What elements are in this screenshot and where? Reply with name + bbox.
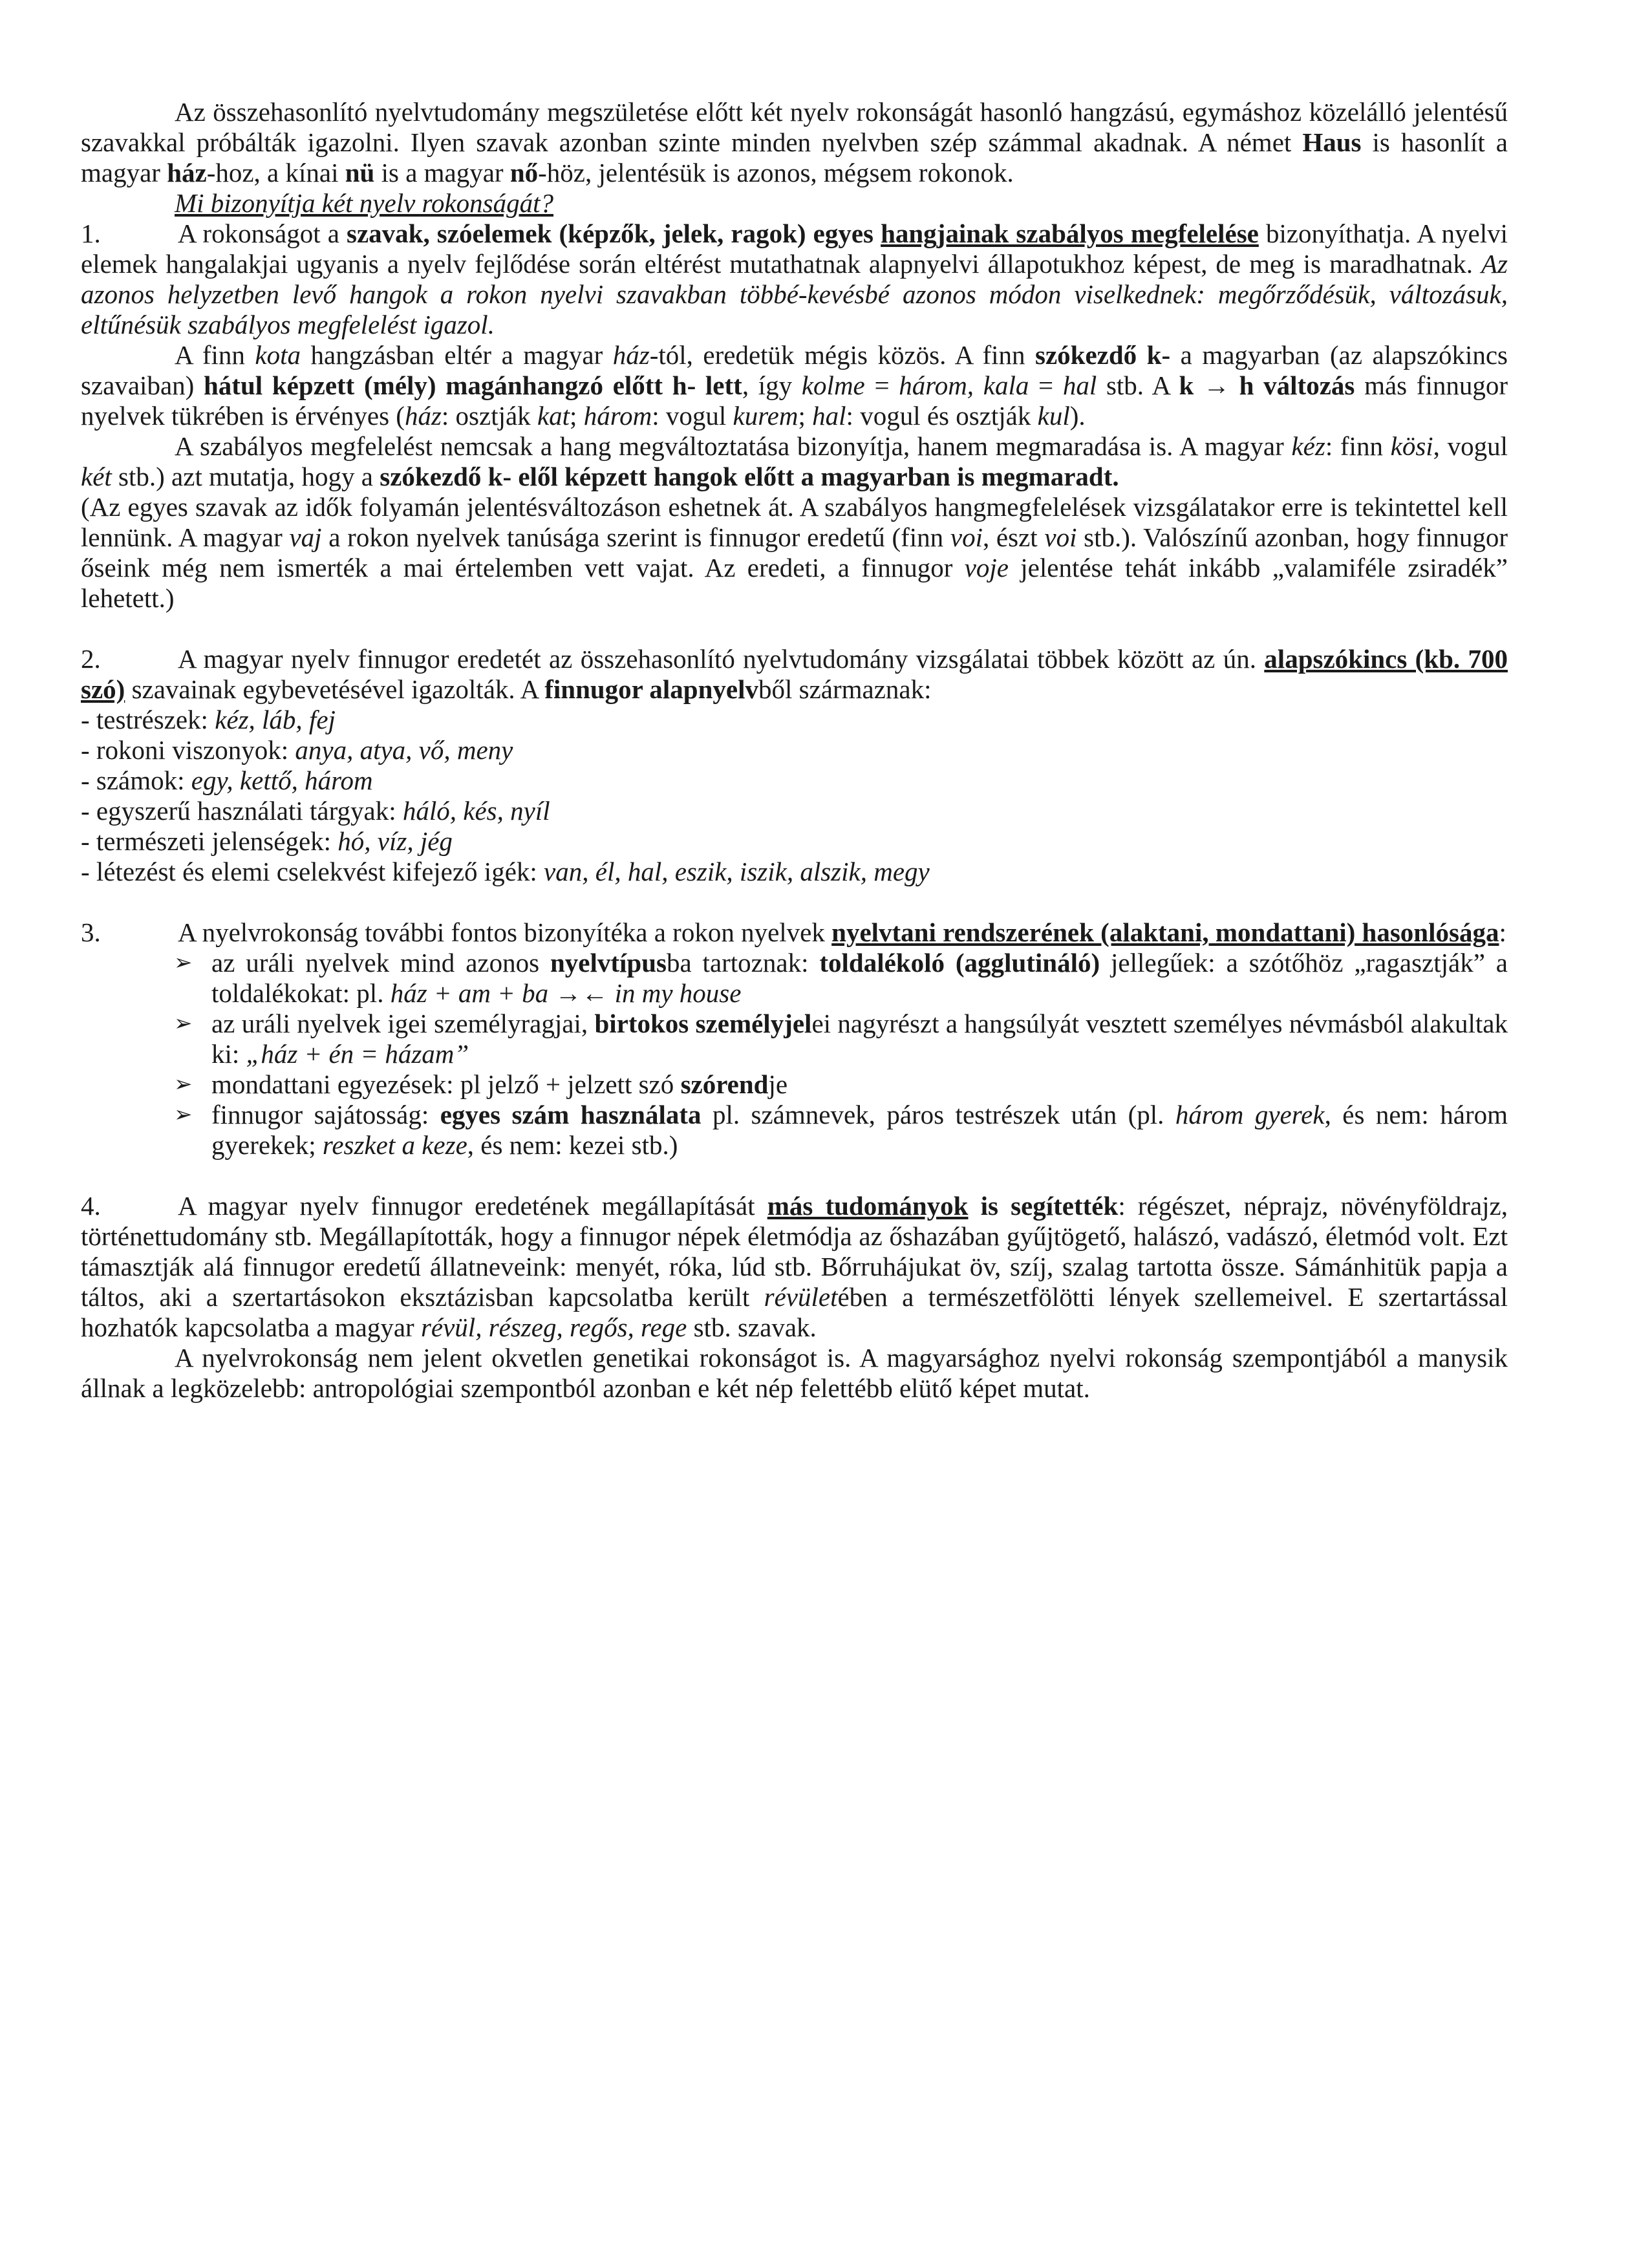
text-run: birtokos személyjel	[594, 1009, 812, 1038]
text-run: bizonyíthatja. A nyelvi elemek hangalakjai ugyanis a nyelv fejlődése során eltérést mutathatnak alapnyelvi állapotukhoz képest, de meg is maradhatnak.	[81, 219, 1508, 279]
text-run: ház	[612, 340, 650, 370]
spacer	[81, 614, 1508, 644]
text-run: : finn	[1325, 431, 1391, 461]
bullet-item	[174, 948, 1508, 1009]
text-run: ei nagyrészt a hangsúlyát vesztett személyes névmásból alakultak ki:	[211, 1009, 1508, 1069]
text-run: , így	[742, 370, 802, 400]
text-run: szórend	[680, 1069, 769, 1099]
text-run: voi	[950, 522, 983, 552]
grammar-bullet-list	[81, 948, 1508, 1161]
text-run: ba tartoznak:	[666, 948, 820, 978]
text-run: : régészet, néprajz, növényföldrajz, történettudomány stb. Megállapították, hogy a finnugor népek életmódja az őshazában gyűjtögető, halászó, vadászó, életmód volt. Ezt támasztják alá finnugor eredetű állatneveink: menyét, róka, lúd stb. Bőrruhájukat öv, szíj, szalag tartotta össze. Sámánhitük papja a táltos, aki a szertartásokon eksztázisban kapcsolatba került	[81, 1191, 1508, 1312]
list-item	[81, 765, 1508, 796]
text-run: kéz, láb, fej	[215, 705, 336, 734]
bullet-item	[174, 1009, 1508, 1069]
text-run: finnugor alapnyelv	[544, 674, 758, 704]
text-run: je	[768, 1069, 788, 1099]
text-run: háló, kés, nyíl	[402, 796, 550, 826]
text-run: ház	[167, 158, 207, 187]
text-run: nyelvtani rendszerének (alaktani, mondattani) hasonlósága	[831, 917, 1499, 947]
text-run: jelentése tehát inkább „valamiféle zsiradék” lehetett.)	[81, 553, 1508, 613]
text-run: ;	[570, 401, 584, 431]
text-run: anya, atya, vő, meny	[295, 735, 513, 765]
text-run: A magyar nyelv finnugor eredetét az összehasonlító nyelvtudomány vizsgálatai többek között az ún.	[178, 644, 1265, 674]
arrow-bullet-icon: ➢	[174, 1011, 193, 1036]
text-run: voi	[1044, 522, 1077, 552]
text-run: A magyar nyelv finnugor eredetének megállapítását	[178, 1191, 767, 1221]
text-run: szavak, szóelemek (képzők, jelek, ragok)	[347, 219, 806, 248]
text-run: : vogul	[652, 401, 733, 431]
text-run: egy, kettő, három	[191, 765, 373, 795]
section-4-number: 4.	[81, 1191, 101, 1221]
arrow-bullet-icon: ➢	[174, 1071, 193, 1097]
text-run: hal	[812, 401, 846, 431]
text-run: A finn	[175, 340, 255, 370]
text-run: hangjainak szabályos megfelelése	[881, 219, 1259, 248]
vocabulary-list	[81, 705, 1508, 887]
text-run: kurem	[733, 401, 798, 431]
question-heading	[81, 188, 1508, 219]
text-run: finnugor sajátosság:	[211, 1100, 440, 1129]
text-run: az uráli nyelvek mind azonos	[211, 948, 550, 978]
text-run: szavainak egybevetésével igazolták. A	[125, 674, 545, 704]
text-run: pl. számnevek, páros testrészek után (pl.	[701, 1100, 1175, 1129]
text-run: : osztják	[441, 401, 537, 431]
text-run: Az összehasonlító nyelvtudomány megszületése előtt két nyelv rokonságát hasonló hangzású, egymáshoz közelálló jelentésű szavakkal próbálták igazolni. Ilyen szavak azonban szinte minden nyelvben szép számmal akadnak. A német	[81, 97, 1508, 157]
text-run: három	[583, 401, 652, 431]
text-run: hó, víz, jég	[338, 826, 453, 856]
text-run: =	[1029, 370, 1063, 400]
spacer	[81, 1161, 1508, 1191]
text-run: hal	[1062, 370, 1097, 400]
text-run: ;	[798, 401, 813, 431]
text-run: egyes szám használata	[440, 1100, 702, 1129]
text-run: - rokoni viszonyok:	[81, 735, 295, 765]
text-run: „ház + én = házam”	[246, 1039, 469, 1069]
text-run: - testrészek:	[81, 705, 215, 734]
text-run: ében a természetfölötti lények szellemeivel. E szertartással hozhatók kapcsolatba a magyar	[81, 1282, 1508, 1342]
text-run: is segítették	[980, 1191, 1119, 1221]
text-run: szókezdő k- elől képzett hangok előtt a magyarban is megmaradt.	[380, 462, 1119, 491]
list-item	[81, 857, 1508, 887]
text-run: nyelvtípus	[550, 948, 667, 978]
text-run: -tól, eredetük mégis közös. A finn	[649, 340, 1036, 370]
text-run: a magyarban (az alapszókincs szavaiban)	[81, 340, 1508, 400]
text-run: kolme	[801, 370, 865, 400]
text-run: reszket a keze	[322, 1130, 467, 1160]
text-run: stb. A	[1097, 370, 1179, 400]
text-run: nü	[345, 158, 375, 187]
spacer	[81, 887, 1508, 917]
section-1-number: 1.	[81, 219, 101, 248]
text-run: kota	[255, 340, 301, 370]
section-1-paragraph-2	[81, 340, 1508, 431]
text-run: , és nem: három gyerekek;	[211, 1100, 1508, 1160]
text-run: stb.) azt mutatja, hogy a	[111, 462, 380, 491]
section-4-paragraph-1	[81, 1191, 1508, 1343]
text-run: - egyszerű használati tárgyak:	[81, 796, 403, 826]
text-run	[873, 219, 881, 248]
section-1-paragraph-1	[81, 219, 1508, 340]
text-run: hangzásban eltér a magyar	[301, 340, 613, 370]
text-run: Haus	[1302, 127, 1362, 157]
section-1-text	[81, 219, 1508, 339]
text-run: más finnugor nyelvek tükrében is érvényes (	[81, 370, 1508, 431]
text-run: is hasonlít a magyar	[81, 127, 1508, 187]
section-2-number: 2.	[81, 644, 101, 674]
list-item	[81, 735, 1508, 765]
text-run: alapszókincs (kb. 700 szó)	[81, 644, 1508, 704]
text-run: más tudományok	[767, 1191, 969, 1221]
text-run: révület	[764, 1282, 838, 1312]
list-item	[81, 705, 1508, 735]
text-run: jellegűek: a szótőhöz „ragasztják” a toldalékokat: pl.	[211, 948, 1508, 1008]
text-run: , vogul	[1433, 431, 1508, 461]
section-1-paragraph-4	[81, 492, 1508, 614]
section-3-paragraph-1	[81, 917, 1508, 948]
text-run: három, kala	[899, 370, 1029, 400]
text-run: , észt	[982, 522, 1045, 552]
text-run	[968, 1191, 980, 1221]
text-run: hátul képzett (mély) magánhangzó előtt h- lett	[203, 370, 742, 400]
text-run: kéz	[1291, 431, 1325, 461]
text-run: =	[864, 370, 899, 400]
text-run: ).	[1069, 401, 1086, 431]
text-run: az uráli nyelvek igei személyragjai,	[211, 1009, 595, 1038]
text-run: voje	[964, 553, 1009, 583]
text-run: ház + am + ba →← in my house	[390, 978, 742, 1008]
list-item	[81, 826, 1508, 857]
text-run: :	[1499, 917, 1506, 947]
text-run: stb. szavak.	[687, 1312, 817, 1342]
text-run: A szabályos megfelelést nemcsak a hang megváltoztatása bizonyítja, hanem megmaradása is. A magyar	[175, 431, 1292, 461]
intro-paragraph	[81, 97, 1508, 188]
list-item	[81, 796, 1508, 826]
text-run: (Az egyes szavak az idők folyamán jelentésváltozáson eshetnek át. A szabályos hangmegfelelések vizsgálatakor erre is tekintettel kell lennünk. A magyar	[81, 492, 1508, 552]
text-run: ház	[404, 401, 442, 431]
text-run: , és nem: kezei stb.)	[467, 1130, 678, 1160]
arrow-bullet-icon: ➢	[174, 950, 193, 976]
bullet-item	[174, 1069, 1508, 1100]
text-run: kul	[1037, 401, 1070, 431]
section-2-text	[81, 644, 1508, 704]
text-run: két	[81, 462, 112, 491]
text-run: nő	[509, 158, 539, 187]
text-run: -höz, jelentésük is azonos, mégsem rokonok.	[538, 158, 1014, 187]
section-1-paragraph-3	[81, 431, 1508, 492]
text-run: a rokon nyelvek tanúsága szerint is finnugor eredetű (finn	[321, 522, 950, 552]
text-run: egyes	[813, 219, 873, 248]
text-run: - létezést és elemi cselekvést kifejező igék:	[81, 857, 544, 886]
text-run: kat	[537, 401, 570, 431]
bullet-item	[174, 1100, 1508, 1161]
text-run: toldalékoló (agglutináló)	[819, 948, 1100, 978]
text-run: - természeti jelenségek:	[81, 826, 338, 856]
text-run: három gyerek	[1175, 1100, 1325, 1129]
text-run: A rokonságot a	[178, 219, 347, 248]
text-run: Az azonos helyzetben levő hangok a rokon nyelvi szavakban többé-kevésbé azonos módon viselkednek: megőrződésük, változásuk, eltűnésük szabályos megfelelést igazol.	[81, 249, 1508, 339]
text-run: is a magyar	[374, 158, 510, 187]
section-4-paragraph-2	[81, 1343, 1508, 1404]
arrow-bullet-icon: ➢	[174, 1102, 193, 1128]
text-run: -hoz, a kínai	[206, 158, 345, 187]
text-run	[806, 219, 813, 248]
question-text: Mi bizonyítja két nyelv rokonságát?	[175, 188, 554, 218]
section-4-text	[81, 1191, 1508, 1342]
text-run: : vogul és osztják	[846, 401, 1038, 431]
text-run: vaj	[289, 522, 322, 552]
text-run: A nyelvrokonság további fontos bizonyítéka a rokon nyelvek	[178, 917, 832, 947]
text-run: ből származnak:	[758, 674, 932, 704]
text-run: mondattani egyezések: pl jelző + jelzett szó	[211, 1069, 681, 1099]
text-run: k → h változás	[1179, 370, 1355, 400]
section-2-paragraph-1	[81, 644, 1508, 705]
text-run: van, él, hal, eszik, iszik, alszik, megy	[544, 857, 930, 886]
text-run: szókezdő k-	[1035, 340, 1171, 370]
text-run: stb.). Valószínű azonban, hogy finnugor őseink még nem ismerték a mai értelemben vett vajat. Az eredeti, a finnugor	[81, 522, 1508, 583]
text-run: révül, részeg, regős, rege	[420, 1312, 687, 1342]
text-run: - számok:	[81, 765, 191, 795]
section-3-number: 3.	[81, 917, 101, 947]
section-3-text	[178, 917, 1506, 947]
text-run: A nyelvrokonság nem jelent okvetlen genetikai rokonságot is. A magyarsághoz nyelvi rokonság szempontjából a manysik állnak a legközelebb: antropológiai szempontból azonban e két nép felettébb elütő képet mutat.	[81, 1343, 1508, 1403]
text-run: kösi	[1390, 431, 1433, 461]
